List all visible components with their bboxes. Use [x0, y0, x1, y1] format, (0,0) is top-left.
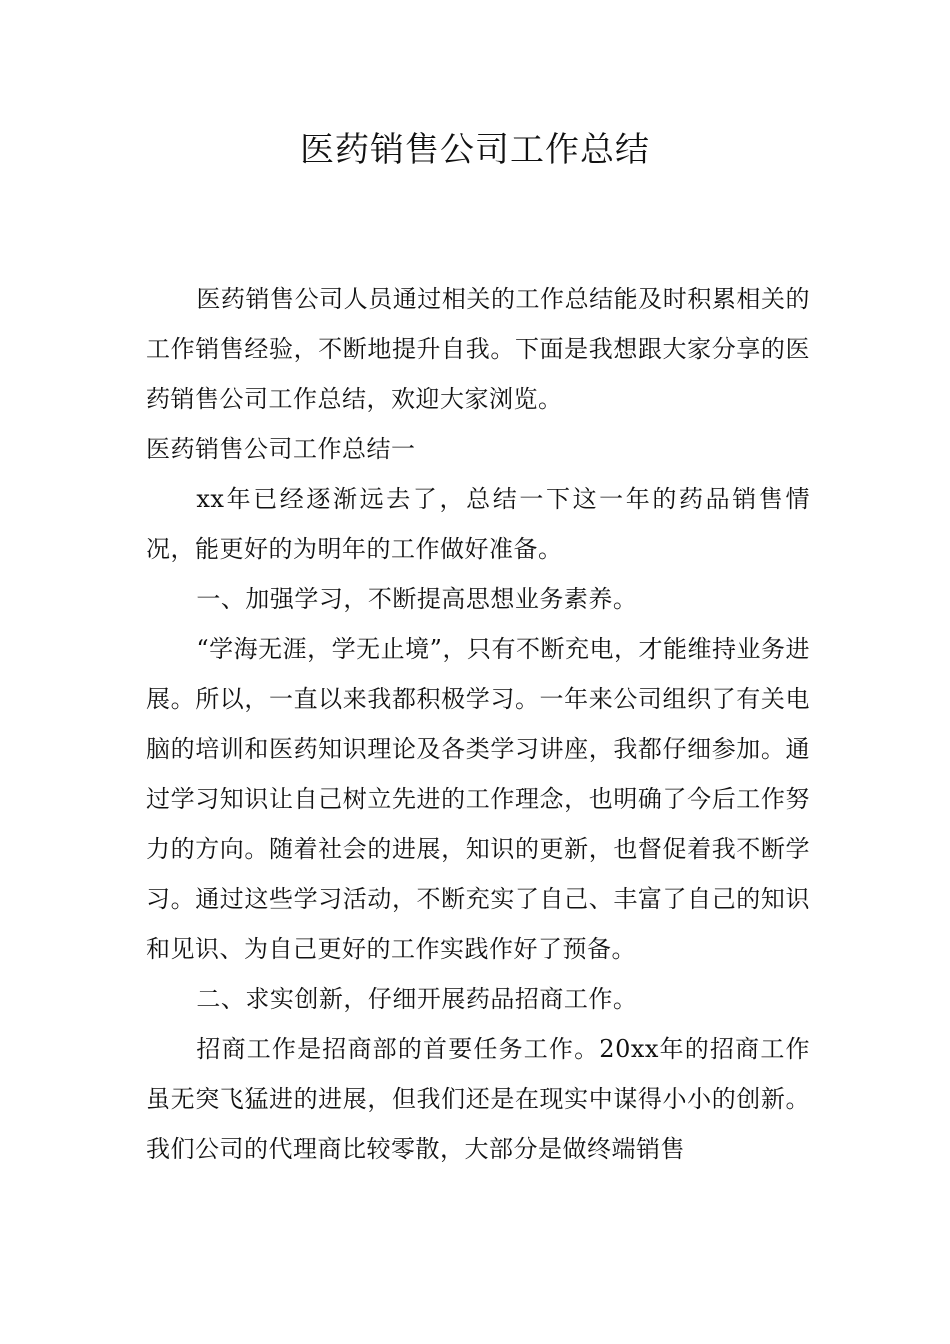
- paragraph-learning: “学海无涯，学无止境”，只有不断充电，才能维持业务进展。所以，一直以来我都积极学习。一年来公司组织了有关电脑的培训和医药知识理论及各类学习讲座，我都仔细参加。通过学习知识让自己树立先进的工作理念，也明确了今后工作努力的方向。随着社会的进展，知识的更新，也督促着我不断学习。通过这些学习活动，不断充实了自己、丰富了自己的知识和见识、为自己更好的工作实践作好了预备。: [146, 635, 810, 963]
- intro-paragraph: 医药销售公司人员通过相关的工作总结能及时积累相关的工作销售经验，不断地提升自我。下面是我想跟大家分享的医药销售公司工作总结，欢迎大家浏览。: [146, 285, 810, 413]
- subheading-learning: 一、加强学习，不断提高思想业务素养。: [196, 585, 638, 613]
- paragraph-summary: xx年已经逐渐远去了，总结一下这一年的药品销售情况，能更好的为明年的工作做好准备。: [146, 485, 810, 563]
- document-body: [146, 274, 810, 1174]
- document-title: 医药销售公司工作总结: [300, 130, 650, 170]
- paragraph-investment: 招商工作是招商部的首要任务工作。20xx年的招商工作虽无突飞猛进的进展，但我们还是在现实中谋得小小的创新。我们公司的代理商比较零散，大部分是做终端销售: [146, 1035, 810, 1163]
- section-heading: 医药销售公司工作总结一: [146, 435, 416, 463]
- subheading-innovation: 二、求实创新，仔细开展药品招商工作。: [196, 985, 638, 1013]
